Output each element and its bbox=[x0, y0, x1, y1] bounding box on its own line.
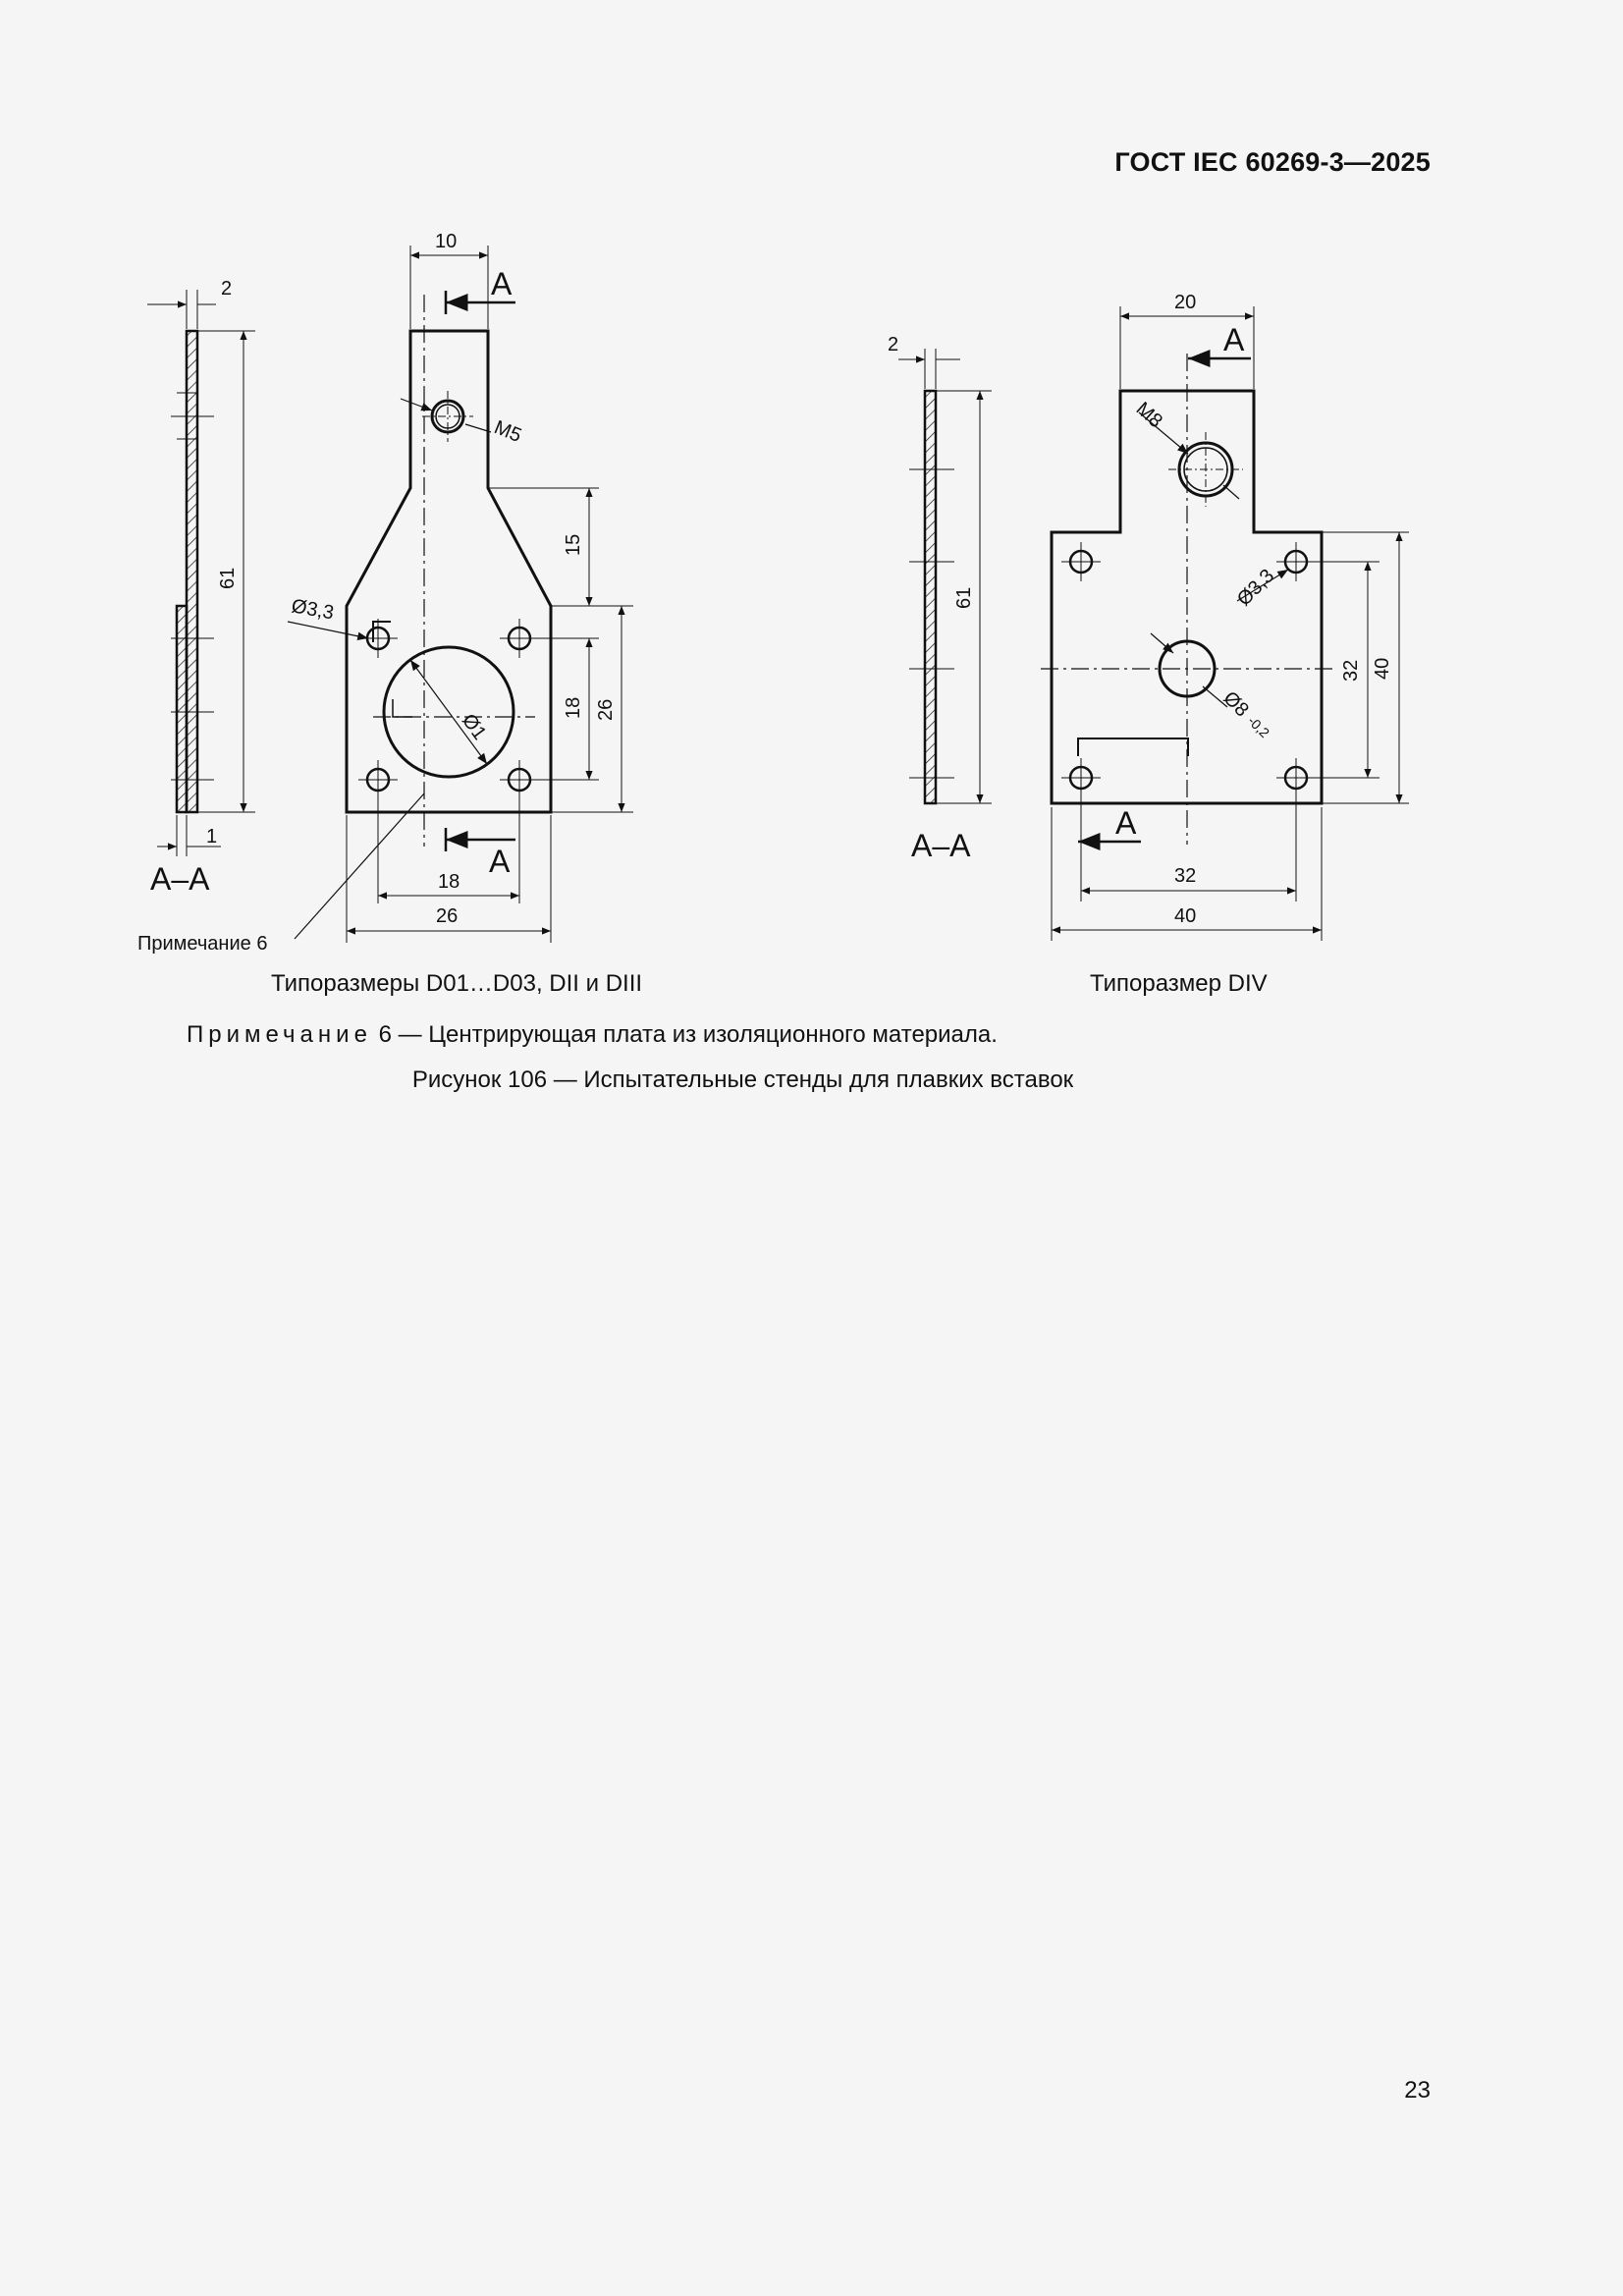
right-thread-label: M8 bbox=[1131, 398, 1167, 433]
left-dim-side-thin: 1 bbox=[206, 826, 218, 847]
right-dim-side-thickness: 2 bbox=[888, 334, 899, 355]
left-part-drawing bbox=[288, 246, 633, 943]
left-side-view bbox=[147, 290, 255, 856]
note-text: 6 — Центрирующая плата из изоляционного материала. bbox=[378, 1021, 998, 1048]
right-section-marker-bottom: А bbox=[1115, 805, 1137, 841]
right-center-dia-label: Ø8 bbox=[1218, 686, 1253, 722]
left-section-marker-top: А bbox=[491, 266, 513, 301]
figure-106-drawing bbox=[0, 0, 1623, 982]
left-section-marker-bottom: А bbox=[489, 844, 511, 879]
left-dim-outer-horiz: 26 bbox=[436, 905, 459, 927]
left-center-dia-label: Ø1 bbox=[457, 710, 491, 744]
left-section-label: А–А bbox=[150, 861, 210, 897]
right-center-tolerance: -0,2 bbox=[1244, 712, 1273, 741]
note-6 bbox=[187, 1021, 998, 1049]
page-number: 23 bbox=[1404, 2077, 1431, 2104]
left-thread-label: M5 bbox=[491, 416, 525, 448]
right-hole-dia-label: Ø3,3 bbox=[1232, 565, 1279, 611]
right-dim-inner-horiz: 32 bbox=[1174, 865, 1197, 887]
right-dim-side-height: 61 bbox=[953, 586, 975, 609]
right-figure-caption: Типоразмер DIV bbox=[1090, 970, 1268, 997]
figure-caption: Рисунок 106 — Испытательные стенды для плавких вставок bbox=[411, 1066, 1074, 1093]
document-header: ГОСТ IEC 60269-3—2025 bbox=[1114, 147, 1431, 177]
note-label: Примечание bbox=[187, 1021, 372, 1048]
right-section-label: А–А bbox=[911, 828, 971, 863]
left-callout-note: Примечание 6 bbox=[137, 933, 268, 955]
left-dim-top-width: 10 bbox=[435, 231, 458, 252]
left-dim-side-thickness: 2 bbox=[221, 278, 233, 300]
right-part-drawing bbox=[1041, 306, 1409, 941]
right-dim-top-width: 20 bbox=[1174, 292, 1197, 313]
left-figure-caption: Типоразмеры D01…D03, DII и DIII bbox=[271, 970, 643, 997]
right-dim-inner-vert: 32 bbox=[1340, 659, 1362, 682]
left-dim-side-height: 61 bbox=[217, 567, 239, 589]
left-dim-outer-vert: 26 bbox=[595, 698, 617, 721]
left-dim-inner-horiz: 18 bbox=[438, 871, 460, 893]
right-section-marker-top: А bbox=[1223, 322, 1245, 357]
left-dim-inner-vert: 18 bbox=[563, 696, 584, 719]
right-dim-outer-horiz: 40 bbox=[1174, 905, 1197, 927]
right-side-view bbox=[898, 349, 992, 803]
left-dim-taper: 15 bbox=[563, 533, 584, 556]
right-dim-outer-vert: 40 bbox=[1372, 657, 1393, 680]
left-hole-dia-label: Ø3,3 bbox=[290, 595, 336, 625]
